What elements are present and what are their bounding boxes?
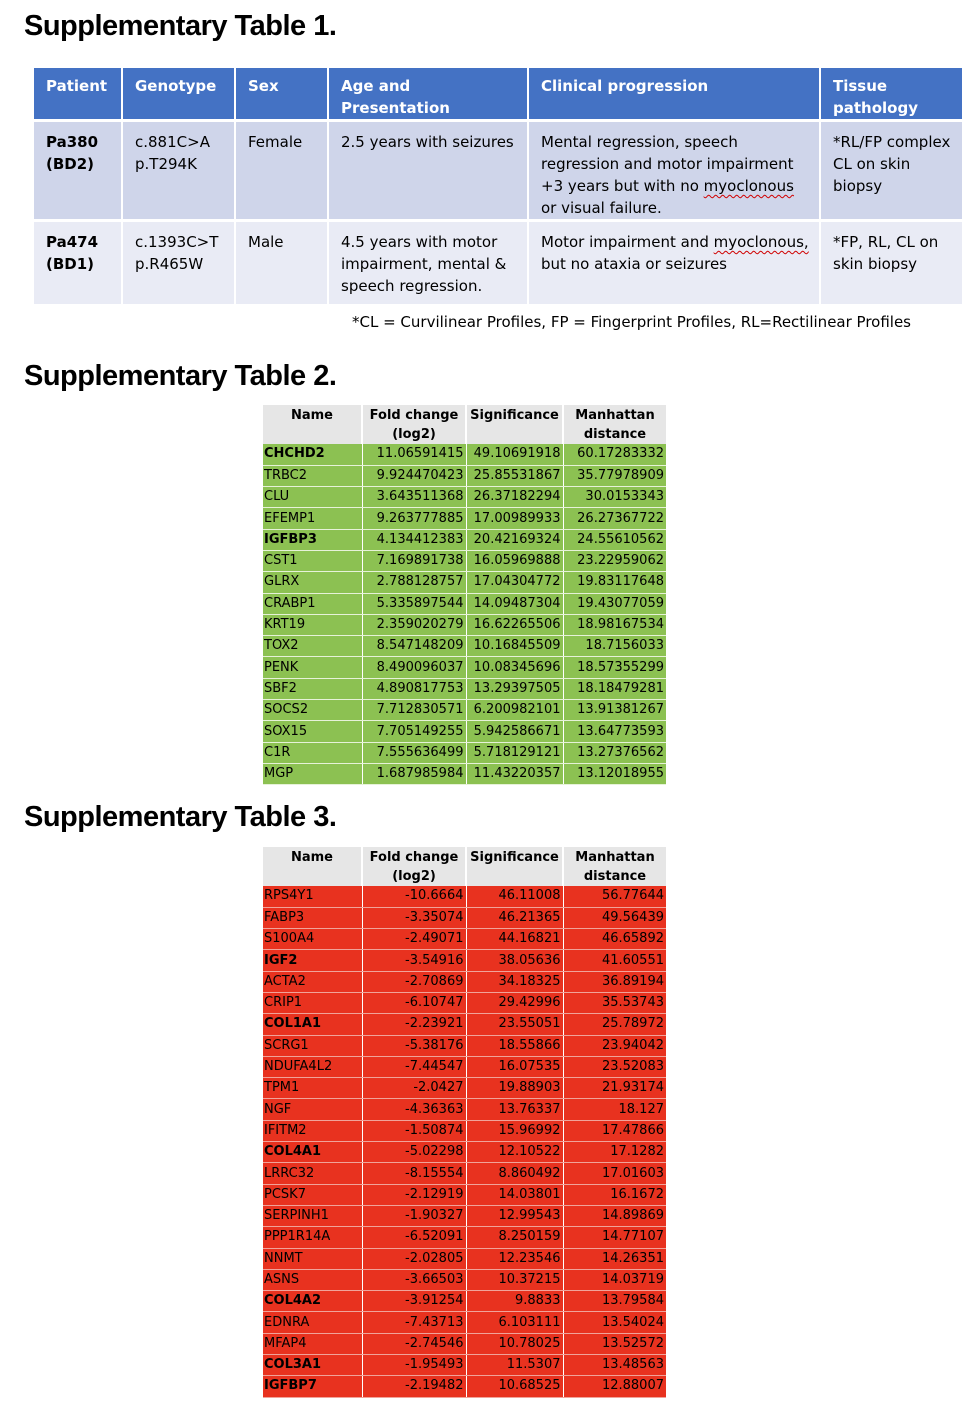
- col-header-manhattan-distance: Manhattan distance: [563, 847, 666, 886]
- table-row: [263, 1120, 666, 1141]
- col-header-genotype: Genotype: [123, 68, 234, 122]
- significance-cell: 12.23546: [466, 1248, 563, 1269]
- significance-cell: 20.42169324: [466, 529, 563, 550]
- table-row: [263, 1078, 666, 1099]
- significance-cell: 10.16845509: [466, 636, 563, 657]
- significance-cell: 26.37182294: [466, 487, 563, 508]
- manhattan-distance-cell: 13.52572: [563, 1333, 666, 1354]
- manhattan-distance-cell: 13.79584: [563, 1291, 666, 1312]
- patient-id: Pa380: [46, 133, 99, 151]
- genotype-cell: [123, 222, 234, 304]
- gene-name-cell: SOX15: [263, 721, 362, 742]
- sex-cell: Male: [236, 222, 327, 304]
- col-header-age-presentation: Age and Presentation: [329, 68, 527, 122]
- spellcheck-flagged-word: myoclonous,: [713, 233, 809, 251]
- significance-cell: 23.55051: [466, 1014, 563, 1035]
- manhattan-distance-cell: 56.77644: [563, 886, 666, 907]
- patient-alias: (BD1): [46, 255, 95, 273]
- table-row: [263, 929, 666, 950]
- manhattan-distance-cell: 21.93174: [563, 1078, 666, 1099]
- table1-footnote: *CL = Curvilinear Profiles, FP = Fingerprint Profiles, RL=Rectilinear Profiles: [352, 313, 911, 331]
- manhattan-distance-cell: 13.54024: [563, 1312, 666, 1333]
- gene-name-cell: MFAP4: [263, 1333, 362, 1354]
- gene-name-cell: ASNS: [263, 1269, 362, 1290]
- fold-change-cell: 2.359020279: [362, 614, 466, 635]
- fold-change-cell: -10.6664: [362, 886, 466, 907]
- table1-header-row: [34, 68, 962, 122]
- fold-change-cell: -7.43713: [362, 1312, 466, 1333]
- table-row: [263, 971, 666, 992]
- patient-cell: [34, 222, 121, 304]
- table-row: [263, 1184, 666, 1205]
- fold-change-cell: -6.10747: [362, 992, 466, 1013]
- col-header-sex: Sex: [236, 68, 327, 122]
- fold-change-cell: -2.19482: [362, 1376, 466, 1397]
- manhattan-distance-cell: 23.52083: [563, 1056, 666, 1077]
- table1-heading: Supplementary Table 1.: [24, 10, 337, 42]
- genotype-cell: [123, 122, 234, 222]
- gene-name-cell: KRT19: [263, 614, 362, 635]
- manhattan-distance-cell: 18.98167534: [563, 614, 666, 635]
- manhattan-distance-cell: 23.22959062: [563, 550, 666, 571]
- manhattan-distance-cell: 18.18479281: [563, 678, 666, 699]
- manhattan-distance-cell: 17.01603: [563, 1163, 666, 1184]
- gene-name-cell: CLU: [263, 487, 362, 508]
- fold-change-cell: 8.490096037: [362, 657, 466, 678]
- significance-cell: 10.08345696: [466, 657, 563, 678]
- manhattan-distance-cell: 49.56439: [563, 907, 666, 928]
- table-row: [263, 1355, 666, 1376]
- table-row: [263, 550, 666, 571]
- manhattan-distance-cell: 36.89194: [563, 971, 666, 992]
- table2-heading: Supplementary Table 2.: [24, 360, 337, 392]
- manhattan-distance-cell: 13.91381267: [563, 700, 666, 721]
- table-row: [263, 1227, 666, 1248]
- fold-change-cell: -5.38176: [362, 1035, 466, 1056]
- significance-cell: 14.09487304: [466, 593, 563, 614]
- fold-change-cell: 4.134412383: [362, 529, 466, 550]
- manhattan-distance-cell: 19.83117648: [563, 572, 666, 593]
- significance-cell: 49.10691918: [466, 444, 563, 465]
- fold-change-cell: 11.06591415: [362, 444, 466, 465]
- significance-cell: 13.76337: [466, 1099, 563, 1120]
- gene-name-cell: NDUFA4L2: [263, 1056, 362, 1077]
- fold-change-cell: 8.547148209: [362, 636, 466, 657]
- manhattan-distance-cell: 13.27376562: [563, 742, 666, 763]
- age-presentation-cell: 4.5 years with motor impairment, mental & speech regression.: [329, 222, 527, 304]
- manhattan-distance-cell: 18.127: [563, 1099, 666, 1120]
- significance-cell: 6.200982101: [466, 700, 563, 721]
- gene-name-cell: PCSK7: [263, 1184, 362, 1205]
- gene-name-cell: C1R: [263, 742, 362, 763]
- fold-change-cell: 7.705149255: [362, 721, 466, 742]
- fold-change-cell: 4.890817753: [362, 678, 466, 699]
- gene-name-cell: NGF: [263, 1099, 362, 1120]
- genotype-cdna: c.1393C>T: [135, 233, 219, 251]
- gene-name-cell: CRIP1: [263, 992, 362, 1013]
- col-header-clinical-progression: Clinical progression: [529, 68, 819, 122]
- table-row: [263, 886, 666, 907]
- manhattan-distance-cell: 13.64773593: [563, 721, 666, 742]
- manhattan-distance-cell: 25.78972: [563, 1014, 666, 1035]
- gene-name-cell: CST1: [263, 550, 362, 571]
- gene-name-cell: SCRG1: [263, 1035, 362, 1056]
- significance-cell: 8.860492: [466, 1163, 563, 1184]
- col-header-significance: Significance: [466, 405, 563, 444]
- fold-change-cell: -2.0427: [362, 1078, 466, 1099]
- table-row: [263, 1376, 666, 1397]
- table-row: [263, 763, 666, 784]
- fold-change-cell: -3.35074: [362, 907, 466, 928]
- table-row: [263, 1014, 666, 1035]
- table3-header-row: [263, 847, 666, 886]
- fold-change-cell: -2.02805: [362, 1248, 466, 1269]
- manhattan-distance-cell: 14.77107: [563, 1227, 666, 1248]
- clinical-progression-cell: [529, 122, 819, 222]
- gene-name-cell: COL4A2: [263, 1291, 362, 1312]
- gene-name-cell: ACTA2: [263, 971, 362, 992]
- table-row: [263, 593, 666, 614]
- table-row: [263, 444, 666, 465]
- fold-change-cell: 7.169891738: [362, 550, 466, 571]
- manhattan-distance-cell: 35.53743: [563, 992, 666, 1013]
- manhattan-distance-cell: 46.65892: [563, 929, 666, 950]
- patient-alias: (BD2): [46, 155, 95, 173]
- table-row: [263, 572, 666, 593]
- gene-name-cell: COL1A1: [263, 1014, 362, 1035]
- col-header-manhattan-distance: Manhattan distance: [563, 405, 666, 444]
- manhattan-distance-cell: 14.03719: [563, 1269, 666, 1290]
- tissue-pathology-cell: *FP, RL, CL on skin biopsy: [821, 222, 962, 304]
- significance-cell: 10.78025: [466, 1333, 563, 1354]
- significance-cell: 14.03801: [466, 1184, 563, 1205]
- fold-change-cell: -4.36363: [362, 1099, 466, 1120]
- table-row: [263, 1269, 666, 1290]
- fold-change-cell: 9.263777885: [362, 508, 466, 529]
- significance-cell: 11.43220357: [466, 763, 563, 784]
- progression-text: but no ataxia or seizures: [541, 255, 727, 273]
- table1: [32, 68, 964, 304]
- col-header-patient: Patient: [34, 68, 121, 122]
- table-row: [263, 508, 666, 529]
- fold-change-cell: -3.91254: [362, 1291, 466, 1312]
- significance-cell: 34.18325: [466, 971, 563, 992]
- gene-name-cell: SERPINH1: [263, 1205, 362, 1226]
- fold-change-cell: 1.687985984: [362, 763, 466, 784]
- table-row: [263, 992, 666, 1013]
- gene-name-cell: S100A4: [263, 929, 362, 950]
- table-row: [263, 1248, 666, 1269]
- table-row: [263, 678, 666, 699]
- table-row: [263, 529, 666, 550]
- significance-cell: 10.37215: [466, 1269, 563, 1290]
- manhattan-distance-cell: 17.1282: [563, 1142, 666, 1163]
- fold-change-cell: 7.712830571: [362, 700, 466, 721]
- fold-change-cell: -7.44547: [362, 1056, 466, 1077]
- table-row: [263, 1056, 666, 1077]
- significance-cell: 10.68525: [466, 1376, 563, 1397]
- fold-change-cell: 7.555636499: [362, 742, 466, 763]
- significance-cell: 11.5307: [466, 1355, 563, 1376]
- progression-text: Mental regression, speech regression and motor impairment +3 years but with no: [541, 133, 794, 195]
- table-row: [263, 1163, 666, 1184]
- table-row: [263, 465, 666, 486]
- tissue-pathology-cell: *RL/FP complex CL on skin biopsy: [821, 122, 962, 222]
- sex-cell: Female: [236, 122, 327, 222]
- gene-name-cell: IFITM2: [263, 1120, 362, 1141]
- gene-name-cell: MGP: [263, 763, 362, 784]
- table3: [263, 847, 666, 1398]
- fold-change-cell: 2.788128757: [362, 572, 466, 593]
- fold-change-cell: -2.12919: [362, 1184, 466, 1205]
- table-row: [263, 700, 666, 721]
- gene-name-cell: TRBC2: [263, 465, 362, 486]
- gene-name-cell: IGF2: [263, 950, 362, 971]
- gene-name-cell: PENK: [263, 657, 362, 678]
- gene-name-cell: FABP3: [263, 907, 362, 928]
- fold-change-cell: -1.90327: [362, 1205, 466, 1226]
- manhattan-distance-cell: 14.89869: [563, 1205, 666, 1226]
- significance-cell: 13.29397505: [466, 678, 563, 699]
- manhattan-distance-cell: 24.55610562: [563, 529, 666, 550]
- significance-cell: 38.05636: [466, 950, 563, 971]
- manhattan-distance-cell: 18.7156033: [563, 636, 666, 657]
- gene-name-cell: RPS4Y1: [263, 886, 362, 907]
- table-row: [263, 1312, 666, 1333]
- table-row: [263, 950, 666, 971]
- manhattan-distance-cell: 30.0153343: [563, 487, 666, 508]
- table3-body: [263, 886, 666, 1397]
- gene-name-cell: NNMT: [263, 1248, 362, 1269]
- manhattan-distance-cell: 17.47866: [563, 1120, 666, 1141]
- significance-cell: 16.05969888: [466, 550, 563, 571]
- spellcheck-flagged-word: myoclonous: [703, 177, 794, 195]
- table-row: [263, 721, 666, 742]
- progression-text: or visual failure.: [541, 199, 662, 217]
- significance-cell: 44.16821: [466, 929, 563, 950]
- col-header-fold-change: Fold change (log2): [362, 847, 466, 886]
- table-row: [263, 614, 666, 635]
- gene-name-cell: TPM1: [263, 1078, 362, 1099]
- significance-cell: 18.55866: [466, 1035, 563, 1056]
- gene-name-cell: CHCHD2: [263, 444, 362, 465]
- gene-name-cell: LRRC32: [263, 1163, 362, 1184]
- genotype-protein: p.R465W: [135, 255, 204, 273]
- manhattan-distance-cell: 60.17283332: [563, 444, 666, 465]
- col-header-fold-change: Fold change (log2): [362, 405, 466, 444]
- table2: [263, 405, 666, 785]
- manhattan-distance-cell: 19.43077059: [563, 593, 666, 614]
- table-row: [34, 122, 962, 222]
- clinical-progression-cell: [529, 222, 819, 304]
- gene-name-cell: SBF2: [263, 678, 362, 699]
- fold-change-cell: -2.70869: [362, 971, 466, 992]
- table-row: [263, 907, 666, 928]
- table3-heading: Supplementary Table 3.: [24, 801, 337, 833]
- significance-cell: 5.718129121: [466, 742, 563, 763]
- gene-name-cell: CRABP1: [263, 593, 362, 614]
- gene-name-cell: COL4A1: [263, 1142, 362, 1163]
- significance-cell: 9.8833: [466, 1291, 563, 1312]
- significance-cell: 8.250159: [466, 1227, 563, 1248]
- fold-change-cell: -6.52091: [362, 1227, 466, 1248]
- fold-change-cell: 5.335897544: [362, 593, 466, 614]
- fold-change-cell: -3.54916: [362, 950, 466, 971]
- gene-name-cell: PPP1R14A: [263, 1227, 362, 1248]
- significance-cell: 29.42996: [466, 992, 563, 1013]
- table2-header-row: [263, 405, 666, 444]
- manhattan-distance-cell: 41.60551: [563, 950, 666, 971]
- fold-change-cell: -5.02298: [362, 1142, 466, 1163]
- col-header-name: Name: [263, 405, 362, 444]
- manhattan-distance-cell: 35.77978909: [563, 465, 666, 486]
- table2-body: [263, 444, 666, 785]
- fold-change-cell: -2.23921: [362, 1014, 466, 1035]
- significance-cell: 12.10522: [466, 1142, 563, 1163]
- gene-name-cell: GLRX: [263, 572, 362, 593]
- fold-change-cell: -2.74546: [362, 1333, 466, 1354]
- col-header-name: Name: [263, 847, 362, 886]
- fold-change-cell: 3.643511368: [362, 487, 466, 508]
- significance-cell: 5.942586671: [466, 721, 563, 742]
- manhattan-distance-cell: 16.1672: [563, 1184, 666, 1205]
- significance-cell: 17.04304772: [466, 572, 563, 593]
- table-row: [34, 222, 962, 304]
- patient-cell: [34, 122, 121, 222]
- progression-text: Motor impairment and: [541, 233, 714, 251]
- significance-cell: 16.07535: [466, 1056, 563, 1077]
- manhattan-distance-cell: 14.26351: [563, 1248, 666, 1269]
- gene-name-cell: EFEMP1: [263, 508, 362, 529]
- significance-cell: 15.96992: [466, 1120, 563, 1141]
- significance-cell: 46.11008: [466, 886, 563, 907]
- manhattan-distance-cell: 23.94042: [563, 1035, 666, 1056]
- fold-change-cell: -2.49071: [362, 929, 466, 950]
- table-row: [263, 1205, 666, 1226]
- genotype-cdna: c.881C>A: [135, 133, 210, 151]
- table-row: [263, 487, 666, 508]
- significance-cell: 19.88903: [466, 1078, 563, 1099]
- gene-name-cell: IGFBP3: [263, 529, 362, 550]
- gene-name-cell: IGFBP7: [263, 1376, 362, 1397]
- table-row: [263, 657, 666, 678]
- col-header-significance: Significance: [466, 847, 563, 886]
- manhattan-distance-cell: 13.48563: [563, 1355, 666, 1376]
- col-header-tissue-pathology: Tissue pathology: [821, 68, 962, 122]
- manhattan-distance-cell: 26.27367722: [563, 508, 666, 529]
- manhattan-distance-cell: 12.88007: [563, 1376, 666, 1397]
- table-row: [263, 636, 666, 657]
- fold-change-cell: 9.924470423: [362, 465, 466, 486]
- table-row: [263, 1291, 666, 1312]
- manhattan-distance-cell: 13.12018955: [563, 763, 666, 784]
- age-presentation-cell: 2.5 years with seizures: [329, 122, 527, 222]
- significance-cell: 17.00989933: [466, 508, 563, 529]
- significance-cell: 16.62265506: [466, 614, 563, 635]
- significance-cell: 46.21365: [466, 907, 563, 928]
- table-row: [263, 1333, 666, 1354]
- fold-change-cell: -1.95493: [362, 1355, 466, 1376]
- patient-id: Pa474: [46, 233, 99, 251]
- genotype-protein: p.T294K: [135, 155, 197, 173]
- significance-cell: 6.103111: [466, 1312, 563, 1333]
- table-row: [263, 1035, 666, 1056]
- manhattan-distance-cell: 18.57355299: [563, 657, 666, 678]
- significance-cell: 12.99543: [466, 1205, 563, 1226]
- gene-name-cell: SOCS2: [263, 700, 362, 721]
- gene-name-cell: TOX2: [263, 636, 362, 657]
- table-row: [263, 1142, 666, 1163]
- significance-cell: 25.85531867: [466, 465, 563, 486]
- fold-change-cell: -8.15554: [362, 1163, 466, 1184]
- fold-change-cell: -1.50874: [362, 1120, 466, 1141]
- gene-name-cell: EDNRA: [263, 1312, 362, 1333]
- gene-name-cell: COL3A1: [263, 1355, 362, 1376]
- table-row: [263, 1099, 666, 1120]
- table-row: [263, 742, 666, 763]
- fold-change-cell: -3.66503: [362, 1269, 466, 1290]
